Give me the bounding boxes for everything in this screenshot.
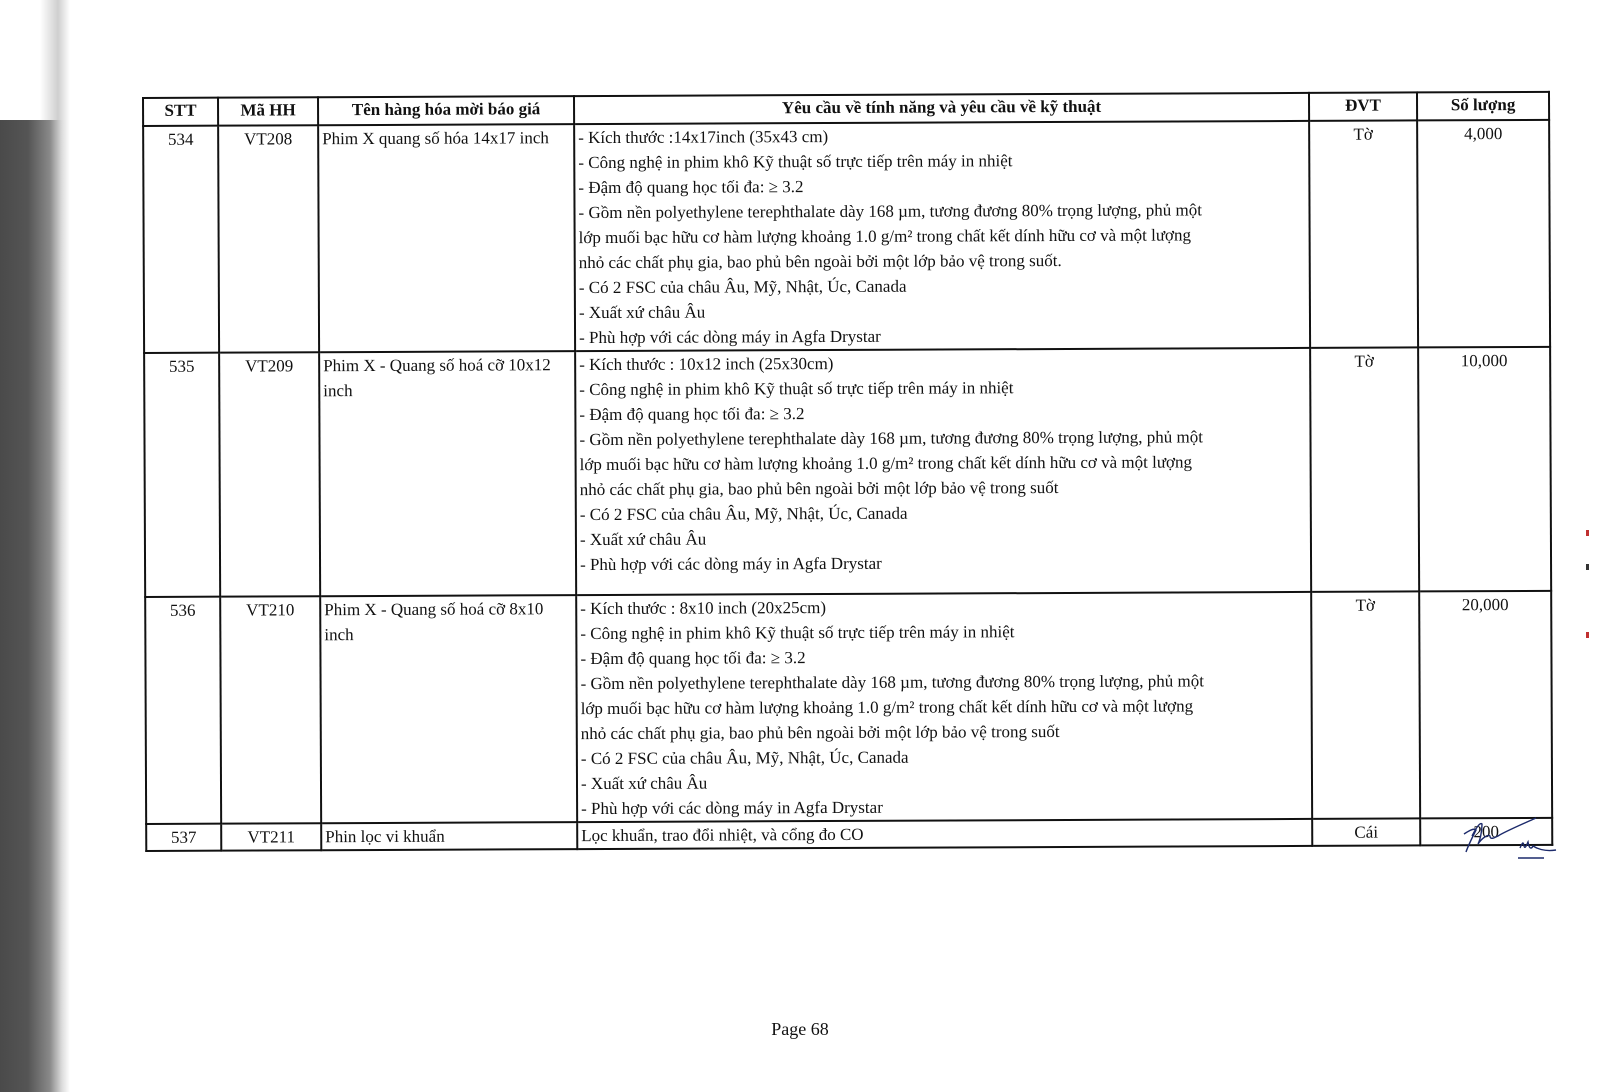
spec-line: nhỏ các chất phụ gia, bao phủ bên ngoài bởi một lớp bảo vệ trong suốt. xyxy=(578,250,1062,273)
spec-line: - Phù hợp với các dòng máy in Agfa Drystar xyxy=(581,797,883,819)
spec-line: - Gồm nền polyethylene terephthalate dày 168 µm, tương đương 80% trọng lượng, phủ một xyxy=(579,427,1203,450)
header-name: Tên hàng hóa mời báo giá xyxy=(318,96,574,125)
document-table-container xyxy=(142,91,1525,852)
cell-requirements xyxy=(576,592,1312,822)
spec-line: - Đậm độ quang học tối đa: ≥ 3.2 xyxy=(579,404,805,425)
spec-line: - Đậm độ quang học tối đa: ≥ 3.2 xyxy=(580,648,806,669)
cell-unit: Cái xyxy=(1312,818,1420,845)
spec-line: - Phù hợp với các dòng máy in Agfa Drystar xyxy=(579,326,881,348)
cell-stt: 534 xyxy=(143,126,219,353)
spec-line: - Đậm độ quang học tối đa: ≥ 3.2 xyxy=(578,177,804,198)
cell-name: Phim X - Quang số hoá cỡ 8x10 inch xyxy=(320,595,577,823)
spec-line: - Công nghệ in phim khô Kỹ thuật số trực tiếp trên máy in nhiệt xyxy=(578,151,1013,173)
spec-line: lớp muối bạc hữu cơ hàm lượng khoảng 1.0 g/m² trong chất kết dính hữu cơ và một lượng xyxy=(578,225,1192,248)
cell-quantity: 10,000 xyxy=(1418,347,1551,592)
header-unit: ĐVT xyxy=(1309,92,1417,120)
spec-line: - Xuất xứ châu Âu xyxy=(578,302,706,323)
header-code: Mã HH xyxy=(218,97,318,125)
spec-line: - Xuất xứ châu Âu xyxy=(579,529,707,550)
cell-name: Phin lọc vi khuẩn xyxy=(321,822,577,850)
cell-quantity: 20,000 xyxy=(1419,591,1552,819)
spec-line: Lọc khuẩn, trao đổi nhiệt, và cổng đo CO xyxy=(581,824,864,846)
cell-code: VT211 xyxy=(221,823,321,850)
table-row xyxy=(143,120,1550,353)
table-row xyxy=(146,818,1552,851)
cell-requirements xyxy=(574,121,1310,351)
cell-quantity: 4,000 xyxy=(1417,120,1550,348)
scan-shadow-edge xyxy=(0,0,70,1092)
spec-line: lớp muối bạc hữu cơ hàm lượng khoảng 1.0 g/m² trong chất kết dính hữu cơ và một lượng xyxy=(580,696,1194,719)
spec-line: - Gồm nền polyethylene terephthalate dày 168 µm, tương đương 80% trọng lượng, phủ một xyxy=(580,671,1205,694)
cell-code: VT209 xyxy=(219,352,320,596)
page-number: Page 68 xyxy=(771,1019,829,1039)
spec-line: - Có 2 FSC của châu Âu, Mỹ, Nhật, Úc, Canada xyxy=(578,276,907,298)
spec-line: - Xuất xứ châu Âu xyxy=(580,773,708,794)
header-quantity: Số lượng xyxy=(1417,92,1549,121)
spec-line: - Có 2 FSC của châu Âu, Mỹ, Nhật, Úc, Canada xyxy=(579,503,908,525)
cell-name: Phim X - Quang số hoá cỡ 10x12 inch xyxy=(319,351,576,596)
spec-line: - Gồm nền polyethylene terephthalate dày 168 µm, tương đương 80% trọng lượng, phủ một xyxy=(578,200,1202,223)
cell-stt: 536 xyxy=(145,597,221,824)
spec-line: nhỏ các chất phụ gia, bao phủ bên ngoài bởi một lớp bảo vệ trong suốt xyxy=(579,478,1059,500)
spec-line: nhỏ các chất phụ gia, bao phủ bên ngoài bởi một lớp bảo vệ trong suốt xyxy=(580,722,1060,744)
spec-line: lớp muối bạc hữu cơ hàm lượng khoảng 1.0 g/m² trong chất kết dính hữu cơ và một lượng xyxy=(579,452,1193,475)
cell-quantity: 200 xyxy=(1420,818,1552,846)
cell-name: Phim X quang số hóa 14x17 inch xyxy=(318,124,575,352)
cell-code: VT208 xyxy=(218,125,319,352)
spec-line: - Công nghệ in phim khô Kỹ thuật số trực tiếp trên máy in nhiệt xyxy=(579,378,1014,400)
header-stt: STT xyxy=(143,98,218,126)
cell-code: VT210 xyxy=(220,596,321,823)
quotation-table xyxy=(142,91,1553,852)
table-row xyxy=(144,347,1551,597)
handwritten-signature-icon xyxy=(1460,812,1570,872)
cell-unit: Tờ xyxy=(1311,591,1420,818)
cell-requirements xyxy=(577,819,1312,849)
spec-line: - Phù hợp với các dòng máy in Agfa Drystar xyxy=(580,553,882,575)
header-requirements: Yêu cầu về tính năng và yêu cầu về kỹ thuật xyxy=(574,93,1309,124)
spec-line: - Công nghệ in phim khô Kỹ thuật số trực tiếp trên máy in nhiệt xyxy=(580,622,1015,644)
cell-requirements xyxy=(575,348,1311,595)
cell-stt: 535 xyxy=(144,353,220,597)
spec-line: - Kích thước :14x17inch (35x43 cm) xyxy=(578,127,829,148)
spec-line: - Kích thước : 10x12 inch (25x30cm) xyxy=(579,353,834,375)
spec-line: - Có 2 FSC của châu Âu, Mỹ, Nhật, Úc, Canada xyxy=(580,747,909,769)
spec-line: - Kích thước : 8x10 inch (20x25cm) xyxy=(580,598,827,619)
scan-margin-marks xyxy=(1586,520,1594,660)
cell-unit: Tờ xyxy=(1310,347,1419,591)
cell-stt: 537 xyxy=(146,824,221,851)
cell-unit: Tờ xyxy=(1309,120,1418,347)
table-row xyxy=(145,591,1552,824)
